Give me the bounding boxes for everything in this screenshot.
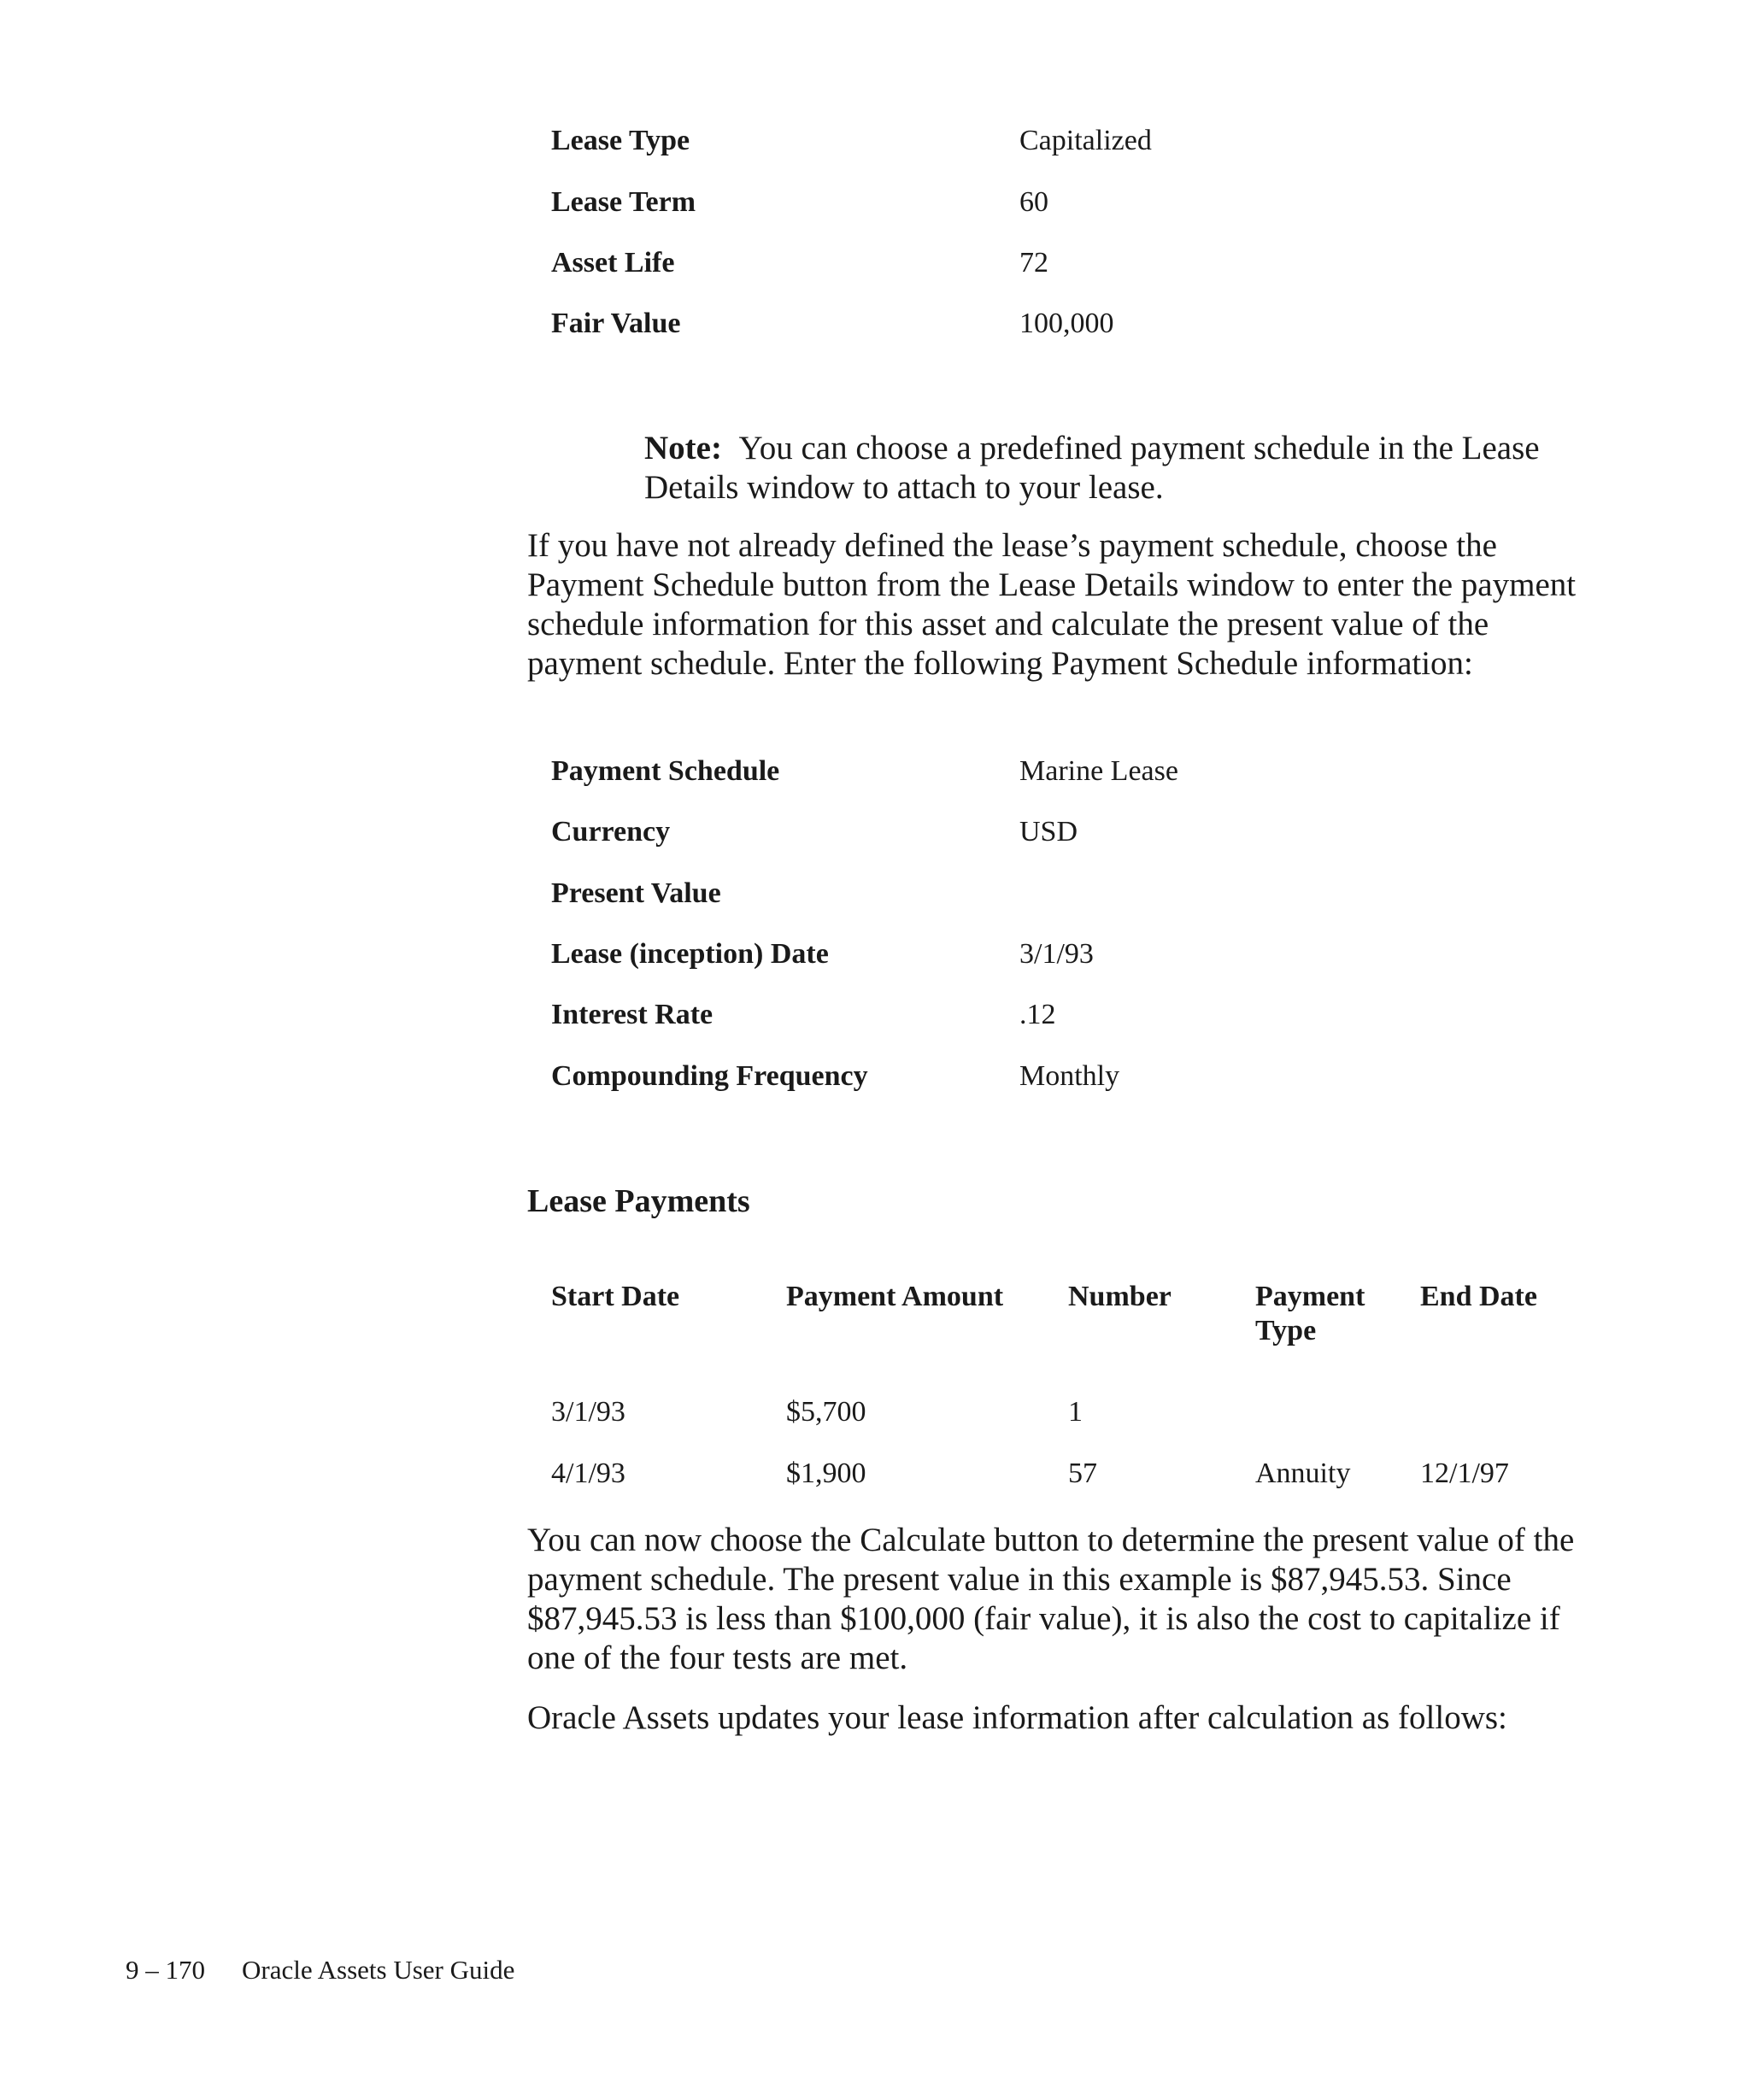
column-header-end-date: End Date — [1420, 1281, 1537, 1312]
present-value-explanation: You can now choose the Calculate button to determine the present value of the payment schedule. The present value in this example is $87,945.53. Since $87,945.53 is less than $100,000 (fair value), it is also the cost to capitalize if one of the four tests are met. — [527, 1522, 1575, 1676]
lease-type-value: Capitalized — [1019, 125, 1152, 156]
payment-schedule-row — [551, 750, 1577, 793]
lease-term-row — [551, 181, 1577, 224]
payment-schedule-label: Payment Schedule — [551, 755, 780, 787]
row2-payment-type: Annuity — [1255, 1458, 1351, 1489]
lease-type-row — [551, 120, 1577, 162]
fair-value-label: Fair Value — [551, 308, 681, 339]
fair-value-value: 100,000 — [1019, 308, 1114, 339]
row2-number: 57 — [1068, 1458, 1097, 1489]
present-value-row — [551, 872, 1577, 915]
compounding-frequency-label: Compounding Frequency — [551, 1060, 868, 1092]
lease-payments-heading: Lease Payments — [527, 1183, 750, 1219]
column-header-payment-amount: Payment Amount — [786, 1281, 1004, 1312]
row1-number: 1 — [1068, 1396, 1083, 1428]
asset-life-value: 72 — [1019, 247, 1048, 279]
inception-date-label: Lease (inception) Date — [551, 938, 829, 970]
column-header-payment-type: Payment Type — [1255, 1281, 1365, 1346]
column-header-number: Number — [1068, 1281, 1172, 1312]
inception-date-row — [551, 933, 1577, 976]
page-number: 9 – 170 — [126, 1955, 205, 1985]
note-text: You can choose a predefined payment schedule in the Lease Details window to attach to your lease. — [644, 430, 1540, 506]
row2-payment-amount: $1,900 — [786, 1458, 866, 1489]
currency-row — [551, 811, 1577, 853]
lease-type-label: Lease Type — [551, 125, 690, 156]
fair-value-row — [551, 302, 1577, 345]
row1-payment-amount: $5,700 — [786, 1396, 866, 1428]
row2-end-date: 12/1/97 — [1420, 1458, 1509, 1489]
compounding-frequency-row — [551, 1055, 1577, 1098]
interest-rate-label: Interest Rate — [551, 999, 714, 1030]
payment-schedule-value: Marine Lease — [1019, 755, 1178, 787]
asset-life-row — [551, 242, 1577, 284]
update-explanation: Oracle Assets updates your lease information after calculation as follows: — [527, 1699, 1507, 1736]
lease-term-label: Lease Term — [551, 186, 696, 218]
currency-label: Currency — [551, 816, 671, 848]
row2-start-date: 4/1/93 — [551, 1458, 625, 1489]
interest-rate-value: .12 — [1019, 999, 1056, 1030]
inception-date-value: 3/1/93 — [1019, 938, 1094, 970]
column-header-start-date: Start Date — [551, 1281, 680, 1312]
note-block — [644, 429, 1584, 507]
currency-value: USD — [1019, 816, 1078, 848]
row1-start-date: 3/1/93 — [551, 1396, 625, 1428]
interest-rate-row — [551, 994, 1577, 1036]
compounding-frequency-value: Monthly — [1019, 1060, 1120, 1092]
payment-schedule-instructions: If you have not already defined the lease’s payment schedule, choose the Payment Schedule button from the Lease Details window to enter the payment schedule information for this asset and calculate the present value of the payment schedule. Enter the following Payment Schedule information: — [527, 527, 1577, 682]
lease-term-value: 60 — [1019, 186, 1048, 218]
note-label: Note: — [644, 430, 722, 466]
asset-life-label: Asset Life — [551, 247, 675, 279]
guide-title: Oracle Assets User Guide — [242, 1955, 515, 1985]
present-value-label: Present Value — [551, 877, 721, 909]
